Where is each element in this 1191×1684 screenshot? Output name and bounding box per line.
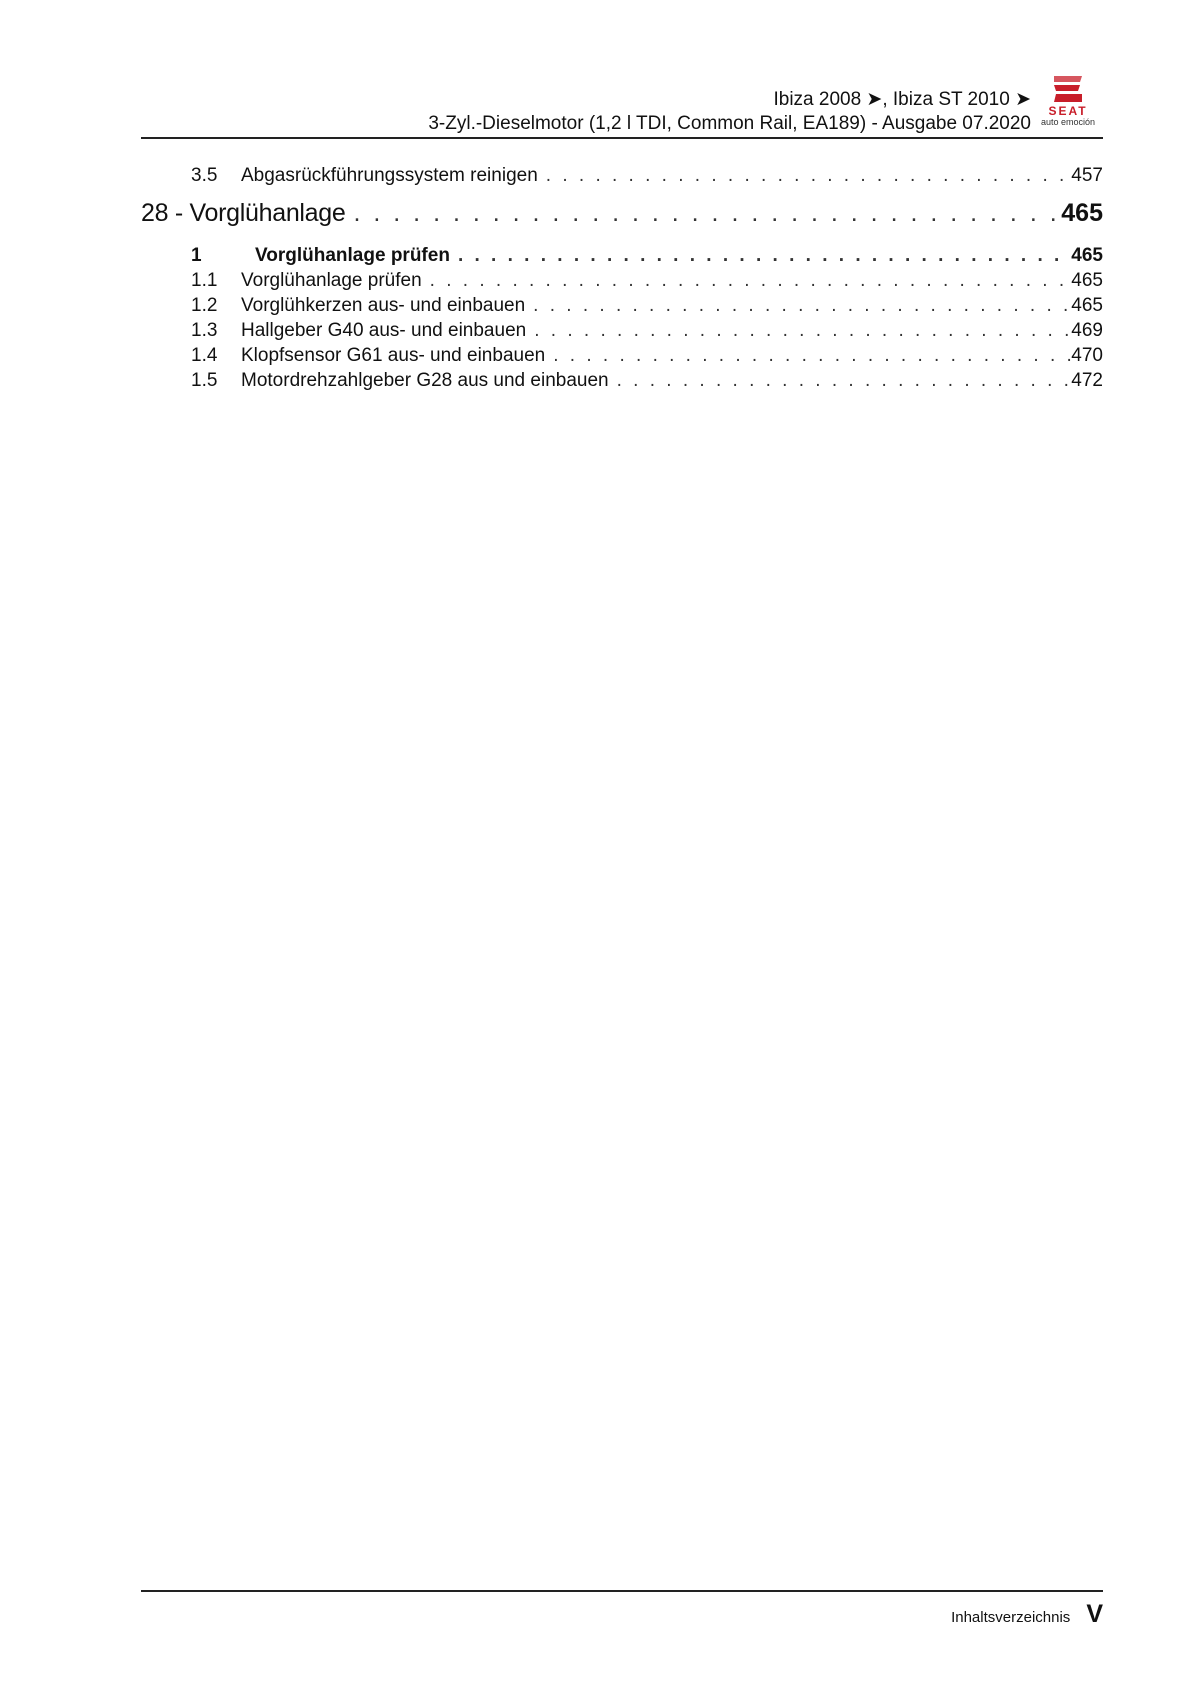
page-footer xyxy=(951,1600,1103,1629)
header-model-line: Ibiza 2008 ➤, Ibiza ST 2010 ➤ xyxy=(773,89,1031,110)
toc-entry-number: 1.4 xyxy=(191,345,218,366)
toc-entry-page: 465 xyxy=(1071,270,1103,291)
section-title: Vorglühanlage prüfen xyxy=(255,245,450,266)
dot-leader xyxy=(422,270,1072,292)
toc-entry-1-3[interactable] xyxy=(141,320,1103,345)
toc-entry-page: 457 xyxy=(1071,165,1103,186)
toc-entry-number: 3.5 xyxy=(191,165,218,186)
page-number: V xyxy=(1086,1600,1103,1628)
toc-entry-1-4[interactable] xyxy=(141,345,1103,370)
footer-label: Inhaltsverzeichnis xyxy=(951,1609,1071,1626)
page-header xyxy=(141,82,1103,138)
toc-section-1[interactable] xyxy=(141,245,1103,270)
logo-tagline: auto emoción xyxy=(1040,117,1096,127)
toc-entry-title: Klopfsensor G61 aus- und einbauen xyxy=(241,345,546,366)
footer-rule xyxy=(141,1590,1103,1592)
toc-entry-1-1[interactable] xyxy=(141,270,1103,295)
toc-entry-title: Vorglühanlage prüfen xyxy=(241,270,422,291)
toc-entry-number: 1.5 xyxy=(191,370,218,391)
chapter-title: 28 - Vorglühanlage xyxy=(141,199,346,227)
dot-leader xyxy=(545,345,1071,367)
dot-leader xyxy=(450,245,1071,267)
dot-leader xyxy=(346,199,1062,228)
dot-leader xyxy=(526,320,1071,342)
toc-entry-title: Motordrehzahlgeber G28 aus und einbauen xyxy=(241,370,609,391)
dot-leader xyxy=(538,165,1072,187)
toc-entry-number: 1.1 xyxy=(191,270,218,291)
toc-entry-page: 472 xyxy=(1071,370,1103,391)
toc-entry-page: 470 xyxy=(1071,345,1103,366)
logo-brand: SEAT xyxy=(1048,104,1088,118)
toc-entry-title: Hallgeber G40 aus- und einbauen xyxy=(241,320,527,341)
section-page: 465 xyxy=(1071,245,1103,266)
seat-logo xyxy=(1033,74,1103,130)
header-engine-line: 3-Zyl.-Dieselmotor (1,2 l TDI, Common Rail, EA189) - Ausgabe 07.2020 xyxy=(428,113,1031,134)
toc-entry-1-5[interactable] xyxy=(141,370,1103,395)
section-number: 1 xyxy=(191,245,202,266)
toc-entry-page: 465 xyxy=(1071,295,1103,316)
header-rule xyxy=(141,137,1103,139)
toc-entry-page: 469 xyxy=(1071,320,1103,341)
toc-entry-number: 1.3 xyxy=(191,320,218,341)
seat-logo-icon xyxy=(1050,74,1086,104)
toc-entry-1-2[interactable] xyxy=(141,295,1103,320)
header-text xyxy=(428,88,1031,136)
toc-entry-title: Vorglühkerzen aus- und einbauen xyxy=(241,295,526,316)
toc-entry-3-5[interactable] xyxy=(141,165,1103,190)
chapter-page: 465 xyxy=(1061,199,1103,227)
toc-chapter-28[interactable] xyxy=(141,199,1103,245)
table-of-contents xyxy=(141,165,1103,395)
toc-entry-title: Abgasrückführungssystem reinigen xyxy=(241,165,538,186)
dot-leader xyxy=(609,370,1072,392)
toc-entry-number: 1.2 xyxy=(191,295,218,316)
dot-leader xyxy=(525,295,1071,317)
